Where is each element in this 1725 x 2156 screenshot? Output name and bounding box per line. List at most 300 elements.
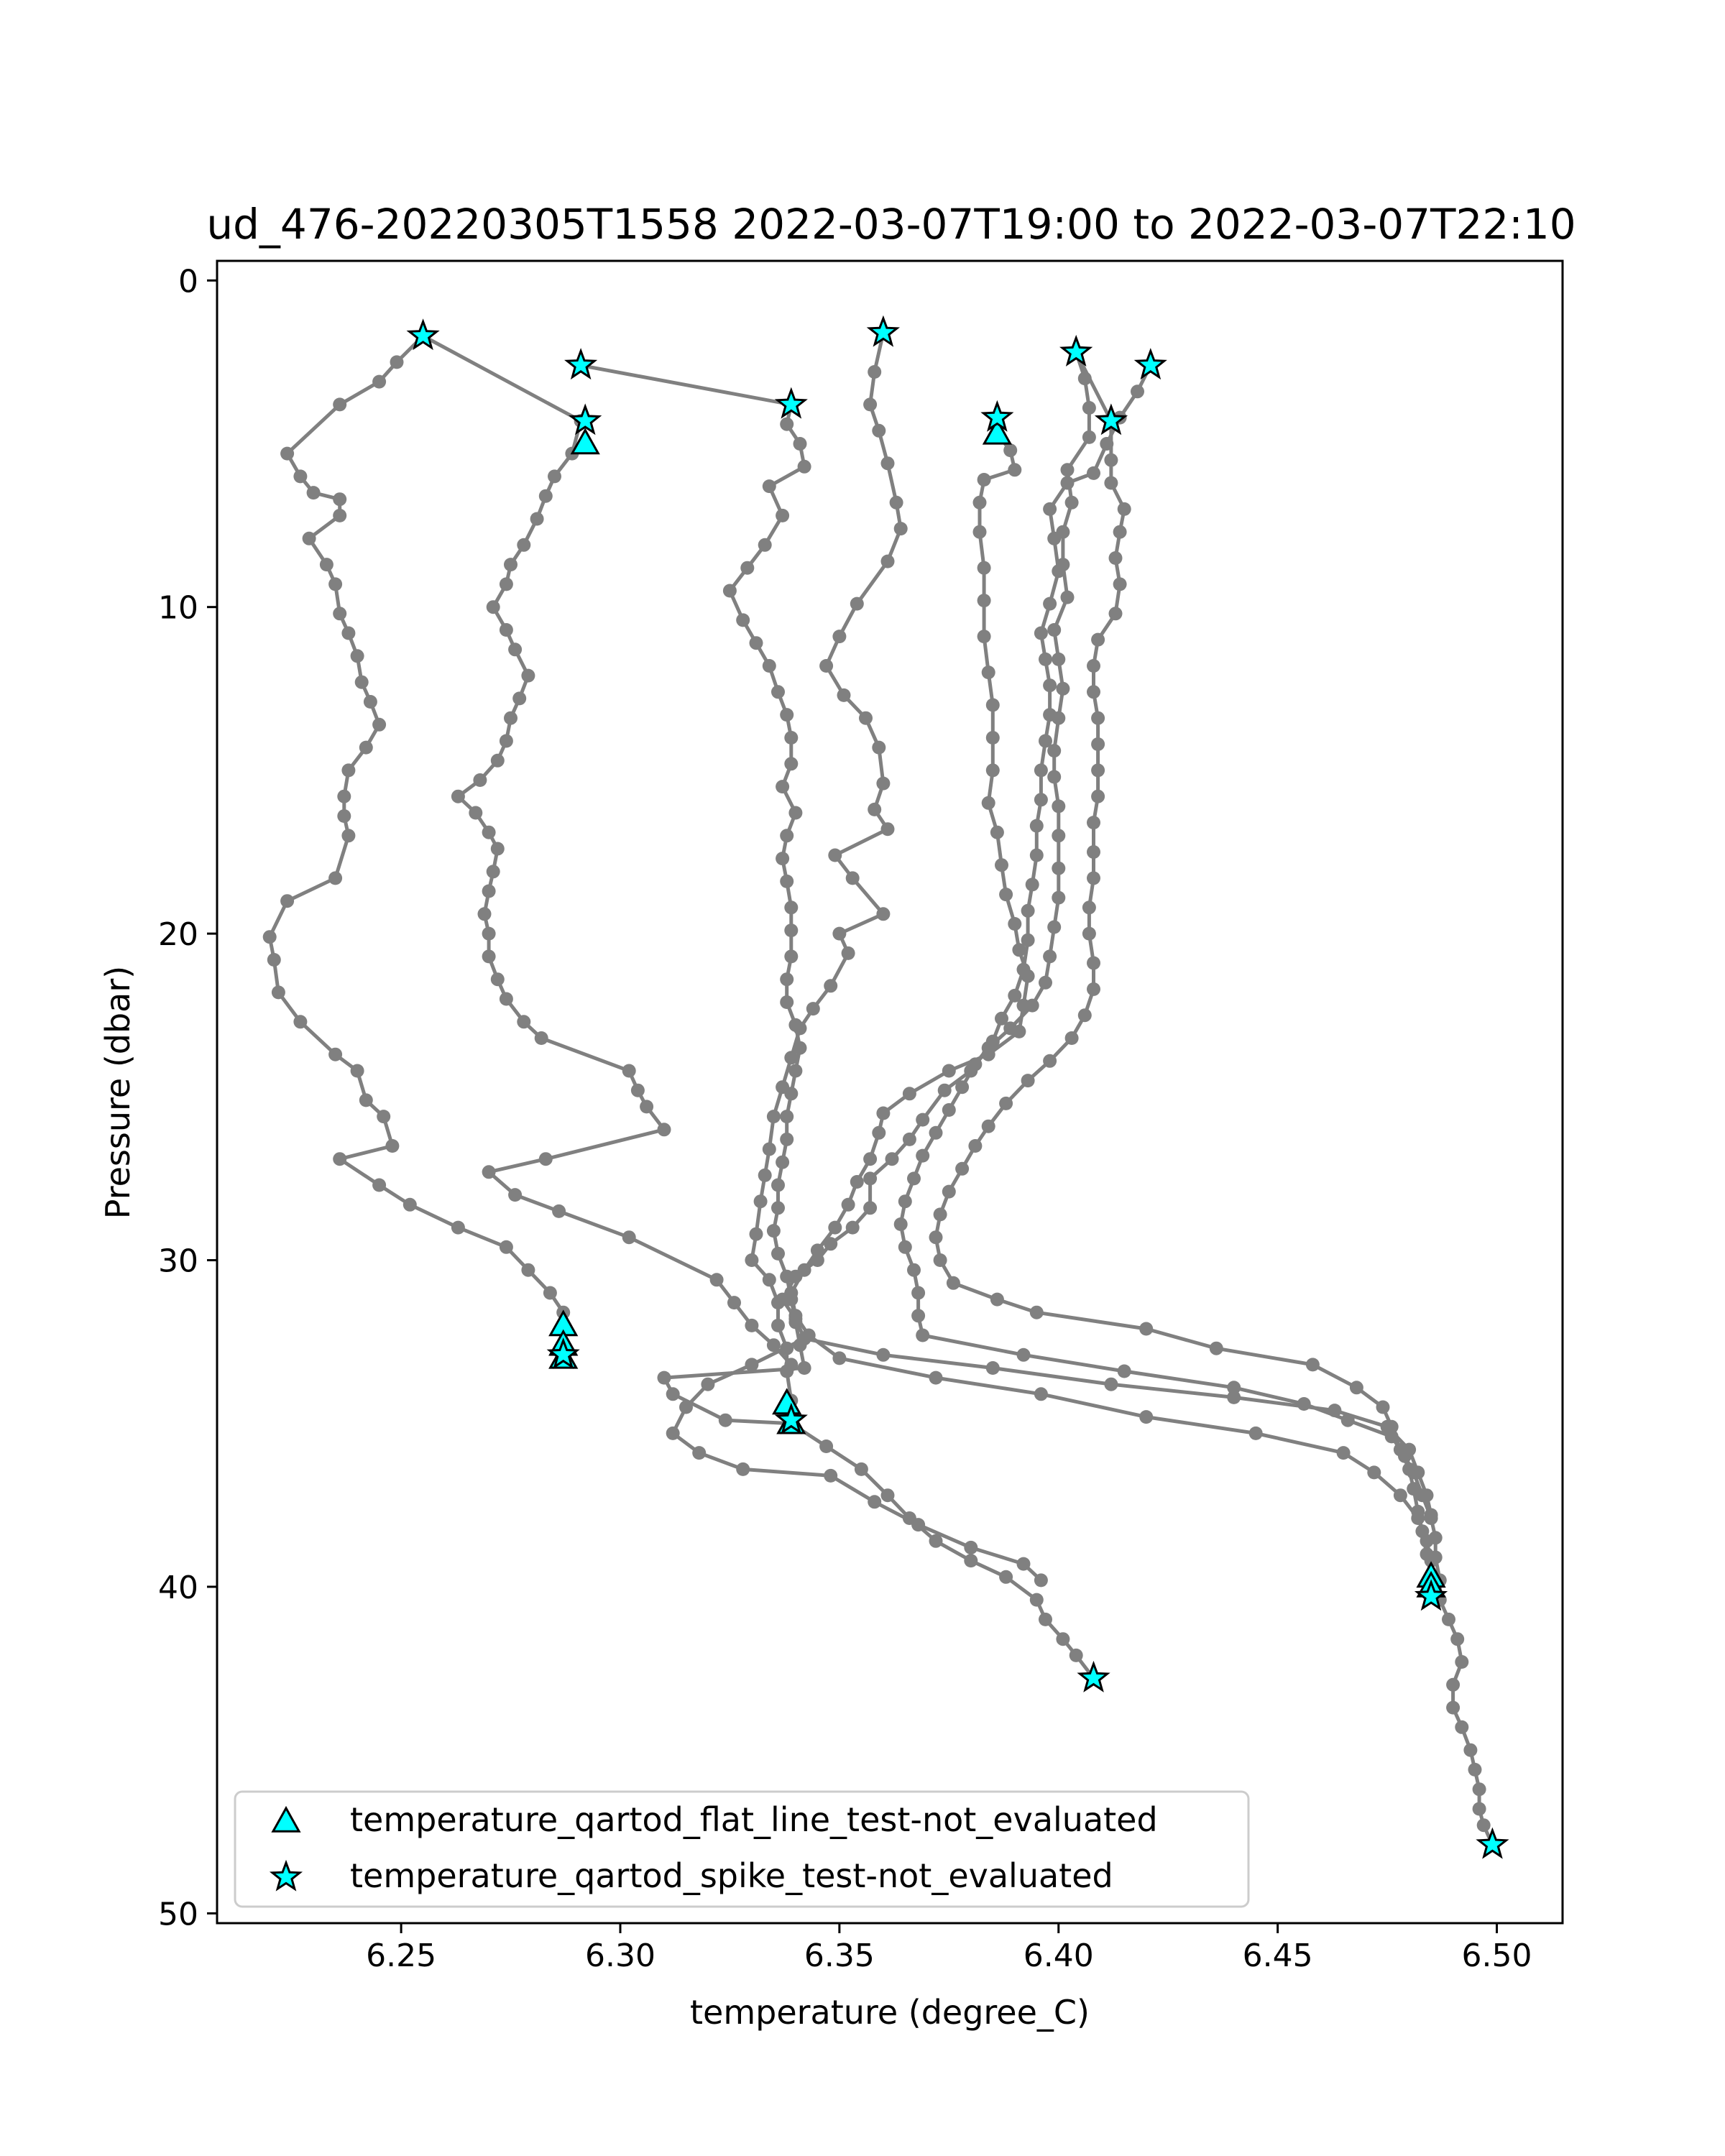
profile-point [451,790,465,803]
profile-point [776,1156,789,1169]
profile-point [798,460,811,474]
profile-point [341,763,355,777]
profile-point [1047,770,1061,784]
profile-point [1087,466,1100,480]
profile-point [500,734,513,748]
legend [235,1792,1248,1907]
profile-point [535,1031,548,1045]
profile-point [333,1152,346,1166]
profile-point [911,1286,925,1300]
profile-point [341,627,355,640]
profile-point [1034,763,1048,777]
profile-point [846,871,860,885]
profile-point [267,953,281,967]
profile-point [907,1171,921,1185]
profile-point [1139,1322,1153,1336]
profile-point [521,1263,535,1277]
profile-point [780,1133,794,1146]
profile-point [999,1097,1013,1110]
profile-point [622,1230,636,1244]
profile-point [333,397,346,411]
profile-point [1091,763,1105,777]
profile-point [272,985,285,999]
profile-point [837,688,851,702]
profile-point [1039,653,1052,666]
profile-point [1425,1511,1438,1525]
profile-point [1043,678,1057,692]
profile-point [1030,1593,1044,1607]
profile-point [1030,1306,1044,1319]
profile-point [986,1035,1000,1049]
profile-point [1026,999,1039,1013]
profile-point [999,1570,1013,1584]
profile-point [876,907,890,921]
profile-point [364,695,377,709]
profile-point [828,1221,842,1235]
profile-point [1087,685,1100,699]
profile-point [500,992,513,1006]
profile-point [798,1332,811,1345]
profile-point [916,1329,929,1342]
profile-point [517,1015,530,1028]
profile-point [788,806,802,820]
profile-point [1376,1401,1390,1414]
profile-point [508,1188,522,1202]
profile-point [832,927,846,941]
profile-point [1039,976,1052,990]
profile-point [1008,989,1021,1003]
profile-point [1109,607,1123,620]
profile-point [1113,525,1127,539]
profile-point [1039,1613,1052,1626]
profile-point [552,1204,566,1218]
profile-point [1043,949,1057,963]
profile-point [978,630,991,643]
profile-point [964,1554,978,1567]
profile-point [1082,430,1096,444]
profile-point [872,424,886,438]
profile-point [771,1179,785,1192]
profile-point [359,741,373,755]
profile-point [328,871,342,885]
profile-point [692,1446,706,1460]
profile-point [1446,1701,1460,1715]
profile-point [1210,1342,1223,1355]
profile-point [1026,877,1039,891]
profile-point [767,1224,781,1238]
profile-point [898,1240,912,1254]
profile-point [868,1495,881,1508]
profile-point [521,669,535,683]
profile-point [929,1126,943,1140]
profile-point [1468,1763,1482,1777]
y-tick-label: 20 [158,916,198,954]
profile-point [986,763,1000,777]
profile-point [1008,917,1021,931]
profile-point [1087,957,1100,970]
profile-point [719,1414,732,1427]
profile-point [745,1358,758,1371]
profile-point [986,699,1000,712]
profile-point [863,1152,877,1166]
profile-point [1091,711,1105,725]
profile-point [1065,496,1079,510]
profile-point [780,708,794,722]
profile-point [403,1198,417,1212]
profile-point [855,1462,868,1476]
profile-point [1118,1365,1131,1378]
profile-point [491,754,505,768]
profile-point [978,473,991,487]
profile-point [780,875,794,888]
profile-point [982,796,995,810]
profile-point [824,1237,837,1250]
profile-point [824,1469,837,1483]
profile-point [1052,799,1065,813]
profile-point [973,525,987,539]
profile-point [929,1371,943,1385]
profile-point [758,538,772,552]
profile-point [881,456,895,470]
x-tick-label: 6.40 [1023,1938,1094,1974]
profile-point [1043,597,1057,611]
profile-point [1398,1450,1412,1463]
profile-point [1082,900,1096,914]
profile-point [1104,476,1118,490]
profile-point [1061,476,1075,490]
profile-point [263,930,277,944]
profile-point [1047,921,1061,934]
profile-point [978,594,991,607]
profile-point [986,731,1000,745]
profile-point [666,1387,680,1401]
profile-point [872,741,886,755]
profile-point [1477,1818,1491,1832]
profile-point [1078,1008,1092,1022]
profile-point [351,1064,364,1078]
profile-point [942,1064,956,1078]
profile-point [293,1015,307,1028]
x-tick-label: 6.45 [1242,1938,1313,1974]
profile-point [911,1309,925,1322]
profile-point [780,829,794,842]
profile-point [328,577,342,591]
profile-point [771,1319,785,1332]
profile-point [543,1286,557,1300]
profile-point [377,1110,390,1123]
profile-point [784,923,798,937]
profile-point [990,826,1004,839]
profile-point [1227,1381,1241,1394]
profile-point [1061,591,1075,604]
profile-point [876,777,890,791]
profile-point [771,1201,785,1215]
profile-point [776,852,789,865]
profile-point [390,355,404,369]
profile-point [886,1152,899,1166]
profile-point [1341,1414,1355,1427]
profile-point [798,1361,811,1375]
profile-point [1385,1429,1399,1443]
x-tick-label: 6.50 [1461,1938,1532,1974]
profile-point [1070,1649,1083,1662]
profile-point [819,1439,833,1453]
profile-point [337,809,351,823]
profile-point [788,1064,802,1078]
profile-point [517,538,530,552]
profile-point [1429,1531,1443,1544]
profile-point [666,1427,680,1440]
profile-point [894,1217,908,1231]
profile-point [1052,829,1065,842]
profile-point [1091,790,1105,803]
x-tick-label: 6.30 [585,1938,656,1974]
profile-point [907,1263,921,1277]
profile-point [469,806,482,820]
profile-point [934,1207,947,1221]
legend-label-spike: temperature_qartod_spike_test-not_evaluated [350,1856,1113,1895]
profile-point [482,885,496,898]
profile-point [1297,1397,1311,1411]
profile-point [280,447,294,461]
profile-point [982,665,995,679]
profile-point [776,1080,789,1094]
y-tick-label: 10 [158,589,198,627]
profile-point [863,1171,877,1185]
profile-point [622,1064,636,1078]
profile-point [811,1253,824,1267]
profile-point [859,711,873,725]
profile-point [640,1100,653,1113]
profile-point [754,1194,768,1208]
profile-point [824,979,837,992]
profile-point [385,1139,399,1153]
profile-point [776,509,789,522]
profile-point [832,1351,846,1365]
profile-point [1052,653,1065,666]
profile-point [723,584,737,598]
profile-point [942,1185,956,1199]
profile-point [1091,737,1105,751]
profile-point [487,600,500,614]
profile-point [1034,793,1048,806]
profile-point [881,1488,895,1502]
x-axis-label: temperature (degree_C) [690,1993,1090,2032]
profile-point [359,1093,373,1107]
y-tick-label: 50 [158,1896,198,1933]
profile-point [1030,819,1044,833]
profile-point [293,469,307,483]
profile-point [1021,1074,1035,1087]
y-tick-label: 0 [178,263,198,300]
profile-point [451,1221,465,1235]
profile-point [776,780,789,793]
profile-point [736,1462,750,1476]
profile-point [1415,1488,1429,1502]
profile-point [881,822,895,836]
profile-point [1100,437,1113,451]
profile-point [929,1230,943,1244]
profile-point [1113,577,1127,591]
profile-point [333,607,346,620]
profile-point [990,1293,1004,1307]
profile-point [863,1201,877,1215]
profile-point [898,1194,912,1208]
profile-point [1109,551,1123,565]
profile-point [1087,816,1100,829]
profile-point [771,1247,785,1261]
profile-point [763,659,776,673]
profile-point [955,1080,969,1094]
profile-point [938,1084,952,1097]
profile-point [1131,384,1144,398]
profile-point [890,496,903,510]
profile-point [1415,1524,1429,1538]
profile-point [351,649,364,663]
profile-point [500,577,513,591]
profile-point [482,1165,496,1179]
profile-point [1446,1678,1460,1692]
profile-point [780,418,794,431]
profile-point [482,927,496,941]
profile-point [1394,1488,1407,1502]
profile-point [1087,982,1100,996]
profile-point [872,1126,886,1140]
profile-point [1350,1381,1363,1394]
chart-title: ud_476-20220305T1558 2022-03-07T19:00 to 2022-03-07T22:10 [206,200,1576,249]
profile-point [982,1120,995,1133]
profile-point [995,858,1008,872]
profile-point [1450,1632,1464,1646]
profile-point [1104,1378,1118,1391]
profile-point [1017,963,1031,977]
profile-point [947,1276,960,1290]
profile-point [942,1103,956,1117]
profile-point [968,1057,982,1071]
profile-point [995,1012,1008,1026]
profile-point [473,773,487,787]
profile-point [1442,1613,1455,1626]
profile-point [539,489,553,503]
profile-point [986,1361,1000,1375]
profile-point [1034,627,1048,640]
profile-point [784,900,798,914]
profile-point [1043,708,1057,722]
profile-point [934,1253,947,1267]
profile-point [1034,1387,1048,1401]
profile-point [1034,1573,1048,1587]
profile-point [530,512,544,526]
profile-point [850,597,864,611]
profile-point [1061,463,1075,476]
profile-point [1052,862,1065,875]
profile-point [1065,1031,1079,1045]
profile-point [780,1365,794,1378]
y-axis [158,263,217,1932]
profile-point [1039,734,1052,748]
y-tick-label: 40 [158,1569,198,1606]
profile-point [512,691,526,705]
profile-point [881,555,895,568]
profile-point [504,558,518,571]
profile-point [978,561,991,575]
profile-point [763,1273,776,1286]
profile-point [876,1348,890,1362]
profile-point [776,1293,789,1307]
y-axis-label: Pressure (dbar) [98,965,137,1220]
profile-point [487,865,500,878]
profile-point [863,397,877,411]
profile-point [794,437,807,451]
profile-point [868,803,881,816]
profile-point [763,479,776,493]
profile-point [903,1133,916,1146]
profile-point [1056,682,1070,696]
profile-point [280,894,294,908]
profile-point [780,995,794,1009]
profile-point [500,623,513,637]
profile-point [482,949,496,963]
profile-point [806,1002,820,1015]
profile-point [868,365,881,379]
profile-point [1021,904,1035,918]
profile-point [1047,623,1061,637]
profile-point [955,1162,969,1176]
profile-point [1017,1348,1031,1362]
profile-point [750,636,763,650]
profile-point [1473,1782,1486,1796]
profile-point [727,1296,741,1309]
profile-point [539,1152,553,1166]
profile-point [819,659,833,673]
profile-point [784,1051,798,1064]
profile-point [631,1084,645,1097]
profile-point [333,509,346,522]
profile-point [548,469,561,483]
profile-point [767,1110,781,1123]
profile-point [1008,463,1021,476]
profile-point [1091,633,1105,647]
profile-point [508,642,522,656]
profile-point [903,1087,916,1100]
profile-point [1003,443,1017,457]
profile-point [701,1378,714,1391]
profile-point [968,1139,982,1153]
profile-point [1030,849,1044,862]
profile-point [1473,1802,1486,1816]
profile-point [1082,927,1096,941]
profile-point [828,849,842,862]
y-tick-label: 30 [158,1243,198,1280]
profile-point [1139,1410,1153,1424]
profile-point [999,888,1013,901]
profile-point [846,1221,860,1235]
profile-point [780,972,794,986]
profile-point [1043,1054,1057,1068]
profile-point [794,1021,807,1035]
profile-point [780,1110,794,1123]
profile-point [372,1179,386,1192]
profile-point [832,630,846,643]
profile-point [710,1273,724,1286]
profile-point [1367,1465,1381,1479]
profile-point [763,1143,776,1156]
x-axis [366,1923,1532,1974]
profile-point [1463,1743,1477,1757]
profile-point [916,1113,929,1127]
profile-point [850,1175,864,1189]
profile-point [1407,1465,1420,1479]
